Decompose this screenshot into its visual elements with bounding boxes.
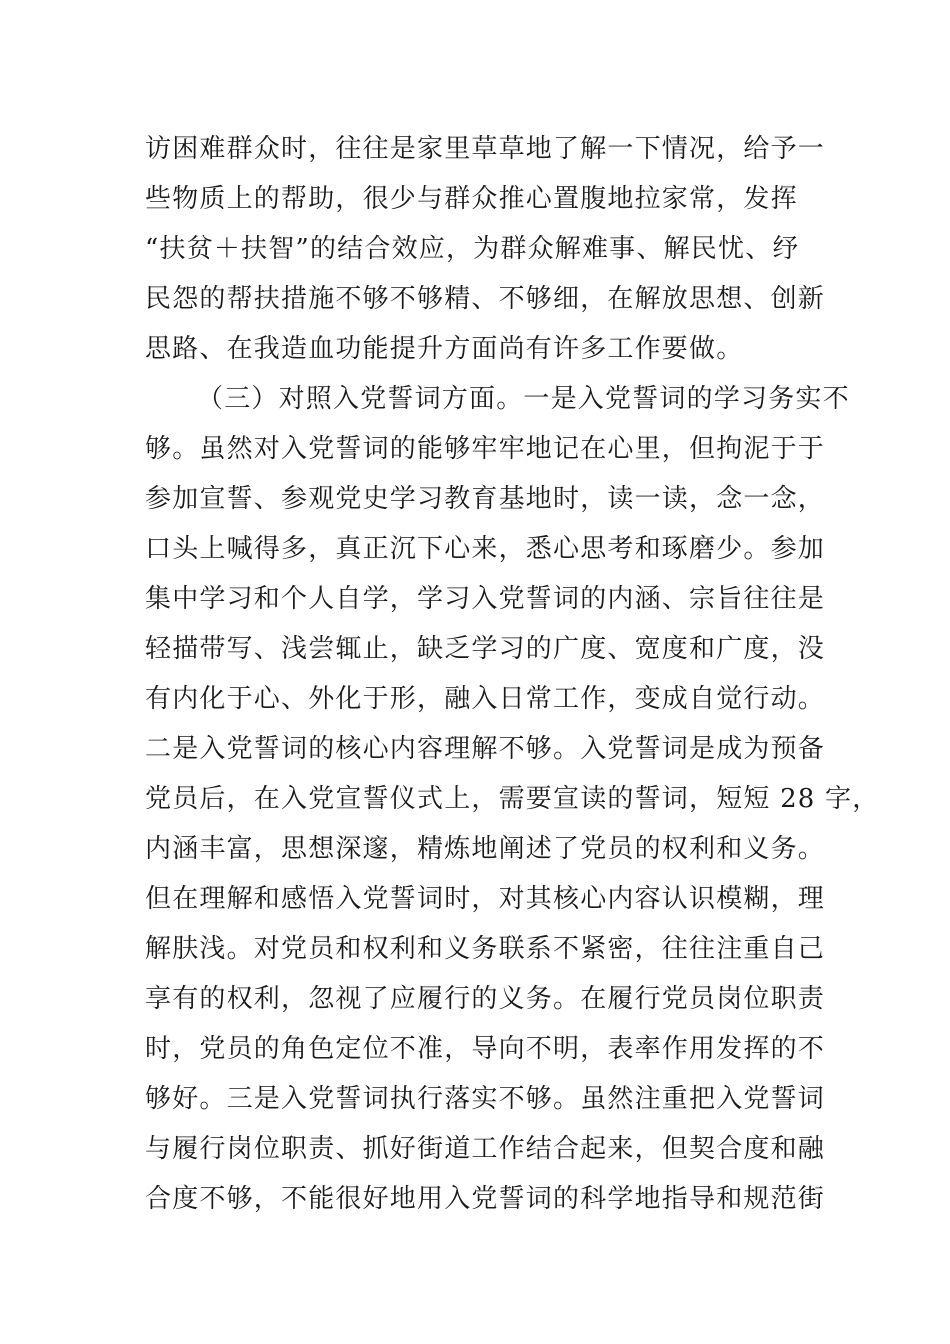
text-line-4: 民怨的帮扶措施不够不够精、不够细，在解放思想、创新 — [145, 284, 826, 314]
body-text — [145, 124, 880, 1224]
text-line-11: 轻描带写、浅尝辄止，缺乏学习的广度、宽度和广度，没 — [145, 634, 826, 664]
text-line-9: 口头上喊得多，真正沉下心来，悉心思考和琢磨少。参加 — [145, 534, 826, 564]
text-line-8: 参加宣誓、参观党史学习教育基地时，读一读，念一念， — [145, 484, 826, 514]
text-line-14: 党员后，在入党宣誓仪式上，需要宣读的誓词，短短 28 字， — [145, 784, 880, 814]
text-line-15: 内涵丰富，思想深邃，精炼地阐述了党员的权利和义务。 — [145, 834, 826, 864]
text-line-17: 解肤浅。对党员和权利和义务联系不紧密，往往注重自己 — [145, 934, 826, 964]
text-line-7: 够。虽然对入党誓词的能够牢牢地记在心里，但拘泥于于 — [145, 434, 826, 464]
text-line-10: 集中学习和个人自学，学习入党誓词的内涵、宗旨往往是 — [145, 584, 826, 614]
text-line-13: 二是入党誓词的核心内容理解不够。入党誓词是成为预备 — [145, 734, 826, 764]
text-line-16: 但在理解和感悟入党誓词时，对其核心内容认识模糊，理 — [145, 884, 826, 914]
text-line-12: 有内化于心、外化于形，融入日常工作，变成自觉行动。 — [145, 684, 826, 714]
text-line-20: 够好。三是入党誓词执行落实不够。虽然注重把入党誓词 — [145, 1084, 826, 1114]
text-line-5: 思路、在我造血功能提升方面尚有许多工作要做。 — [145, 334, 744, 364]
text-line-2: 些物质上的帮助，很少与群众推心置腹地拉家常，发挥 — [145, 184, 798, 214]
section-three-first-line: （三）对照入党誓词方面。一是入党誓词的学习务实不 — [197, 384, 850, 414]
text-line-21: 与履行岗位职责、抓好街道工作结合起来，但契合度和融 — [145, 1134, 826, 1164]
text-line-22: 合度不够，不能很好地用入党誓词的科学地指导和规范街 — [145, 1184, 826, 1214]
text-line-18: 享有的权利，忽视了应履行的义务。在履行党员岗位职责 — [145, 984, 826, 1014]
text-line-3: “扶贫＋扶智”的结合效应，为群众解难事、解民忧、纾 — [145, 234, 800, 264]
text-line-1: 访困难群众时，往往是家里草草地了解一下情况，给予一 — [145, 134, 826, 164]
text-line-19: 时，党员的角色定位不准，导向不明，表率作用发挥的不 — [145, 1034, 826, 1064]
